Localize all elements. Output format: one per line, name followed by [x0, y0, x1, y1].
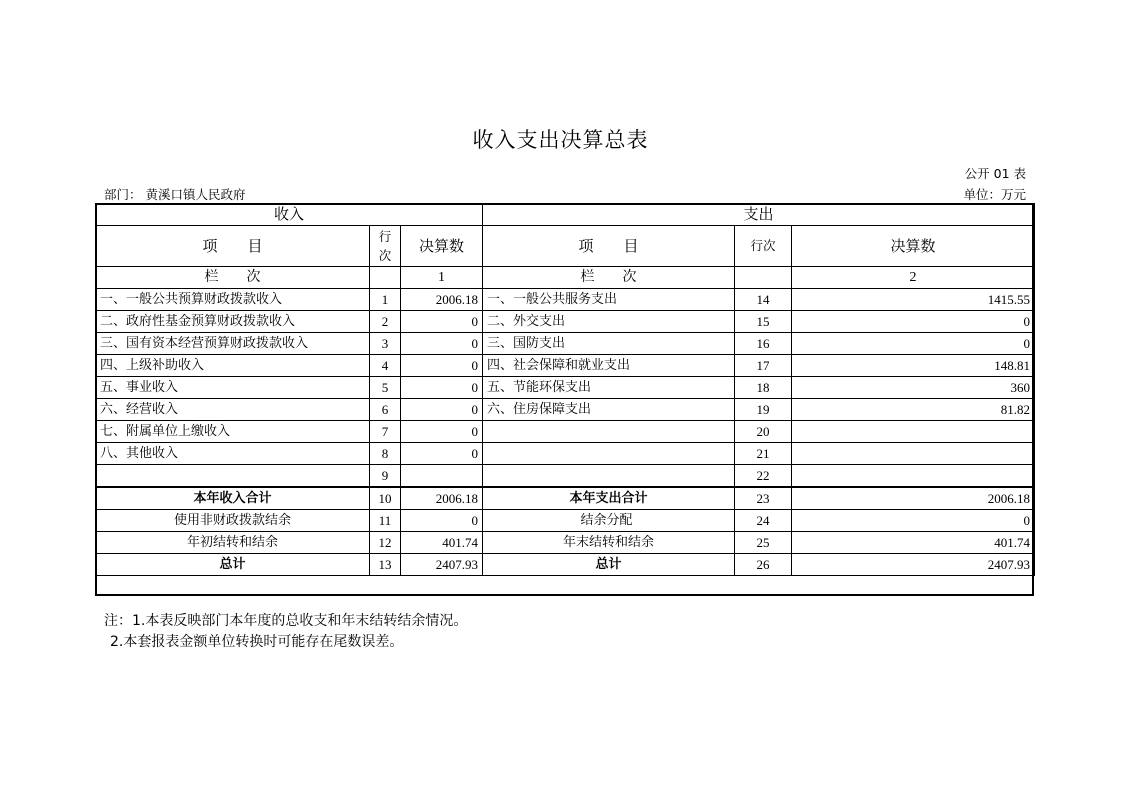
income-amount — [401, 465, 483, 488]
expense-line-no: 18 — [735, 377, 792, 399]
income-line-no: 6 — [370, 399, 401, 421]
income-total-item: 使用非财政拨款结余 — [96, 510, 370, 532]
expense-amount — [792, 421, 1035, 443]
income-amount: 0 — [401, 421, 483, 443]
income-item: 六、经营收入 — [96, 399, 370, 421]
expense-amount: 81.82 — [792, 399, 1035, 421]
expense-line-no: 14 — [735, 289, 792, 311]
table-row — [96, 443, 1035, 465]
expense-col-index: 2 — [792, 267, 1035, 289]
report-title: 收入支出决算总表 — [472, 128, 649, 152]
expense-total-item: 总计 — [483, 554, 735, 576]
income-total-line-no: 12 — [370, 532, 401, 554]
expense-item: 四、社会保障和就业支出 — [483, 355, 735, 377]
unit-label: 单位：万元 — [963, 187, 1026, 202]
income-amount: 2006.18 — [401, 289, 483, 311]
income-amount: 0 — [401, 443, 483, 465]
expense-total-amount: 0 — [792, 510, 1035, 532]
income-total-item: 年初结转和结余 — [96, 532, 370, 554]
expense-amount: 0 — [792, 311, 1035, 333]
income-line-header: 行次 — [370, 226, 401, 267]
expense-amount: 1415.55 — [792, 289, 1035, 311]
expense-amount — [792, 443, 1035, 465]
income-item: 七、附属单位上缴收入 — [96, 421, 370, 443]
income-total-line-no: 10 — [370, 487, 401, 510]
income-amount: 0 — [401, 355, 483, 377]
income-total-amount: 0 — [401, 510, 483, 532]
income-total-item: 总计 — [96, 554, 370, 576]
income-total-amount: 2006.18 — [401, 487, 483, 510]
expense-lanci-label: 栏 次 — [483, 267, 735, 289]
expense-item: 三、国防支出 — [483, 333, 735, 355]
expense-item — [483, 465, 735, 488]
table-row — [96, 377, 1035, 399]
income-amount: 0 — [401, 333, 483, 355]
table-row — [96, 311, 1035, 333]
expense-line-no: 22 — [735, 465, 792, 488]
income-line-no: 9 — [370, 465, 401, 488]
expense-item: 五、节能环保支出 — [483, 377, 735, 399]
income-amount: 0 — [401, 399, 483, 421]
income-line-no: 8 — [370, 443, 401, 465]
expense-amount-header: 决算数 — [792, 226, 1035, 267]
expense-line-no: 16 — [735, 333, 792, 355]
income-line-no: 3 — [370, 333, 401, 355]
notes — [104, 611, 467, 653]
income-total-amount: 401.74 — [401, 532, 483, 554]
income-item — [96, 465, 370, 488]
expense-section-header: 支出 — [483, 204, 1035, 226]
expense-amount: 0 — [792, 333, 1035, 355]
income-item: 三、国有资本经营预算财政拨款收入 — [96, 333, 370, 355]
expense-total-item: 年末结转和结余 — [483, 532, 735, 554]
income-item-header: 项 目 — [96, 226, 370, 267]
expense-item — [483, 421, 735, 443]
table-row — [96, 333, 1035, 355]
income-line-no: 5 — [370, 377, 401, 399]
expense-line-no: 20 — [735, 421, 792, 443]
income-line-no: 7 — [370, 421, 401, 443]
income-item: 四、上级补助收入 — [96, 355, 370, 377]
note-1: 注：1.本表反映部门本年度的总收支和年末结转结余情况。 — [104, 613, 468, 629]
income-total-amount: 2407.93 — [401, 554, 483, 576]
total-row — [96, 510, 1035, 532]
expense-lanci-empty — [735, 267, 792, 289]
table-row — [96, 465, 1035, 488]
income-line-no: 1 — [370, 289, 401, 311]
income-total-line-no: 11 — [370, 510, 401, 532]
expense-item: 六、住房保障支出 — [483, 399, 735, 421]
income-lanci-label: 栏 次 — [96, 267, 370, 289]
income-amount: 0 — [401, 377, 483, 399]
expense-total-line-no: 23 — [735, 487, 792, 510]
income-lanci-empty — [370, 267, 401, 289]
total-row — [96, 532, 1035, 554]
expense-total-line-no: 26 — [735, 554, 792, 576]
income-item: 八、其他收入 — [96, 443, 370, 465]
income-item: 二、政府性基金预算财政拨款收入 — [96, 311, 370, 333]
section-header-row — [96, 204, 1035, 226]
income-amount-header: 决算数 — [401, 226, 483, 267]
form-number: 公开 01 表 — [964, 166, 1026, 181]
expense-line-no: 21 — [735, 443, 792, 465]
expense-total-item: 结余分配 — [483, 510, 735, 532]
expense-amount: 148.81 — [792, 355, 1035, 377]
table-row — [96, 421, 1035, 443]
expense-line-no: 17 — [735, 355, 792, 377]
expense-line-no: 15 — [735, 311, 792, 333]
income-section-header: 收入 — [96, 204, 483, 226]
expense-total-amount: 2407.93 — [792, 554, 1035, 576]
expense-item: 二、外交支出 — [483, 311, 735, 333]
income-total-item: 本年收入合计 — [96, 487, 370, 510]
expense-item — [483, 443, 735, 465]
expense-total-line-no: 24 — [735, 510, 792, 532]
expense-total-amount: 2006.18 — [792, 487, 1035, 510]
table-row — [96, 399, 1035, 421]
expense-line-no: 19 — [735, 399, 792, 421]
expense-total-line-no: 25 — [735, 532, 792, 554]
total-row — [96, 554, 1035, 576]
column-index-row — [96, 267, 1035, 289]
income-line-no: 4 — [370, 355, 401, 377]
expense-amount — [792, 465, 1035, 488]
income-expense-table — [95, 203, 1035, 576]
expense-line-header: 行次 — [735, 226, 792, 267]
expense-total-amount: 401.74 — [792, 532, 1035, 554]
expense-amount: 360 — [792, 377, 1035, 399]
table-row — [96, 289, 1035, 311]
expense-item-header: 项 目 — [483, 226, 735, 267]
income-item: 一、一般公共预算财政拨款收入 — [96, 289, 370, 311]
income-col-index: 1 — [401, 267, 483, 289]
income-item: 五、事业收入 — [96, 377, 370, 399]
income-amount: 0 — [401, 311, 483, 333]
total-row — [96, 487, 1035, 510]
expense-item: 一、一般公共服务支出 — [483, 289, 735, 311]
department-label: 部门： 黄溪口镇人民政府 — [104, 187, 246, 202]
income-line-no: 2 — [370, 311, 401, 333]
income-total-line-no: 13 — [370, 554, 401, 576]
expense-total-item: 本年支出合计 — [483, 487, 735, 510]
column-header-row — [96, 226, 1035, 267]
table-row — [96, 355, 1035, 377]
note-2: 2.本套报表金额单位转换时可能存在尾数误差。 — [110, 634, 404, 650]
